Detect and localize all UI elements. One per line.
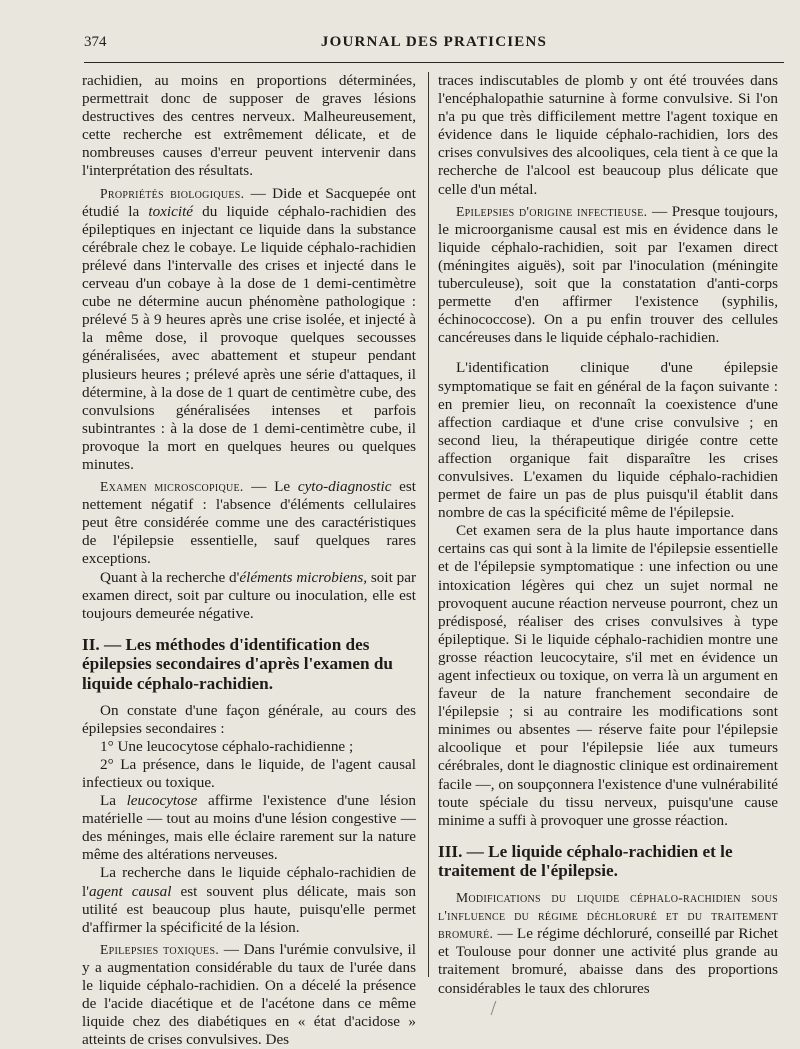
paragraph-toxic-epilepsies bbox=[82, 941, 416, 1049]
list-item: 1° Une leucocytose céphalo-rachidienne ; bbox=[100, 737, 354, 755]
section-heading-ii: II. — Les méthodes d'identification des épilepsies secondaires d'après l'examen du liquide céphalo-rachidien. bbox=[82, 634, 393, 693]
section-heading-iii: III. — Le liquide céphalo-rachidien et le traitement de l'épilepsie. bbox=[438, 841, 733, 881]
italic-term: éléments microbiens, bbox=[239, 568, 368, 586]
text-run: La recherche dans le liquide céphalo-rachidien de l' bbox=[82, 864, 416, 900]
text-run: La bbox=[100, 792, 127, 810]
right-column bbox=[438, 72, 778, 998]
italic-term: leucocytose bbox=[126, 792, 198, 810]
text-run: soit par examen direct, soit par culture ou inoculation, elle est toujours demeurée négative. bbox=[82, 568, 417, 622]
paragraph-microscopic-exam bbox=[82, 478, 416, 568]
section-lead: Modifications du liquide céphalo-rachidien sous l'influence du régime déchloruré et du traitement bromuré. bbox=[438, 890, 778, 942]
paragraph-biological-properties bbox=[82, 185, 416, 475]
list-item: 2° La présence, dans le liquide, de l'agent causal infectieux ou toxique. bbox=[82, 755, 416, 791]
text-run: — Dans l'urémie convulsive, il y a augmentation considérable du taux de l'urée dans le liquide céphalo-rachidien. On a décelé la présence de l'acide diacétique et de l'acétone dans ce même liquide chez des diabétiques en « état d'acidose » atteints de crises convulsives. Des bbox=[82, 940, 416, 1049]
text-run: — Presque toujours, le microorganisme causal est mis en évidence dans le liquide céphalo-rachidien, soit par l'examen direct (méningites aiguës), soit par l'inoculation (méningite tuberculeuse), soit que la constatation d'anti-corps permette d'en affirmer l'existence (syphilis, échinococcose). On a pu enfin trouver des cellules cancéreuses dans le liquide céphalo-rachidien. bbox=[438, 202, 778, 347]
italic-term: toxicité bbox=[148, 202, 194, 220]
paragraph: On constate d'une façon générale, au cours des épilepsies secondaires : bbox=[82, 701, 416, 737]
paragraph bbox=[82, 569, 416, 623]
text-run: Quant à la recherche d' bbox=[100, 568, 240, 586]
text-run: — Le bbox=[243, 478, 298, 496]
column-divider bbox=[428, 72, 429, 977]
header-rule bbox=[84, 62, 784, 63]
italic-term: cyto-diagnostic bbox=[297, 478, 392, 496]
text-run: est nettement négatif : l'absence d'éléments cellulaires peut être considérée comme une des caractéristiques de l'épilepsie essentielle, sauf quelques rares exceptions. bbox=[82, 478, 417, 568]
paragraph: traces indiscutables de plomb y ont été trouvées dans l'encéphalopathie saturnine à forme convulsive. Si l'on n'a pu que très difficilement mettre l'agent toxique en évidence dans le liquide céphalo-rachidien, lors des crises convulsives des alcooliques, cela tient à ce que la recherche de l'alcool est beaucoup plus délicate que celle d'un métal. bbox=[438, 72, 778, 198]
paragraph: Cet examen sera de la plus haute importance dans certains cas qui sont à la limite de l'épilepsie essentielle et de l'épilepsie symptomatique : une infection ou une intoxication légères qui chez un sujet normal ne provoquent aucune réaction nerveuse pourront, chez un prédisposé, réaliser des crises convulsives à type épileptique. Si le liquide céphalo-rachidien montre une grosse réaction leucocytaire, s'il met en évidence un agent infectieux ou toxique, on verra là un argument en faveur de la nature franchement secondaire de l'épilepsie ; si au contraire les modifications sont minimes ou absentes — réserve faite pour l'épilepsie alcoolique et pour l'épilepsie liée aux tumeurs cérébrales, dont le diagnostic clinique est ordinairement facile —, on soupçonnera l'existence d'une vulnérabilité toute spéciale du tissu nerveux, puisqu'une cause minime a suffi à provoquer une grosse réaction. bbox=[438, 522, 778, 829]
paragraph bbox=[82, 864, 416, 936]
section-lead: Epilepsies d'origine infectieuse. bbox=[456, 203, 648, 219]
text-run: est souvent plus délicate, mais son utilité est beaucoup plus haute, puisqu'elle permet d'affirmer la spécificité de la lésion. bbox=[82, 882, 416, 936]
paragraph: L'identification clinique d'une épilepsie symptomatique se fait en général de la façon suivante : en premier lieu, on reconnaît la coexistence d'une affection cardiaque et d'une crise convulsive ; en second lieu, la thérapeutique dirigée contre cette affection organique fait disparaître les crises convulsives. L'examen du liquide céphalo-rachidien permet de faire un pas de plus puisqu'il établit dans nombre de cas la spécificité même de l'épilepsie. bbox=[438, 359, 778, 522]
italic-term: agent causal bbox=[88, 882, 172, 900]
page-number: 374 bbox=[84, 34, 107, 50]
section-lead: Examen microscopique. bbox=[100, 479, 244, 495]
running-header bbox=[84, 34, 784, 56]
text-run: — Dide et Sacquepée ont étudié la bbox=[82, 184, 416, 220]
text-run: du liquide céphalo-rachidien des épileptiques en injectant ce liquide dans la substance cérébrale chez le cobaye. Le liquide céphalo-rachidien prélevé dans l'intervalle des crises et injecté dans le cerveau d'un cobaye à la dose de 1 demi-centimètre cube ne détermine aucun phénomène pathologique : prélevé 5 à 9 heures après une crise isolée, et injecté à la même dose, il provoque quelques secousses généralisées, avec abattement et stupeur pendant plusieurs heures ; prélevé après une série d'attaques, il détermine, à la dose de 1 quart de centimètre cube, des convulsions généralisées intenses et parfois subintrantes : à la dose de 1 demi-centimètre cube, il provoque la mort en quelques heures ou quelques minutes. bbox=[82, 202, 416, 473]
pencil-mark-icon bbox=[489, 1000, 499, 1016]
journal-title: JOURNAL DES PRATICIENS bbox=[320, 34, 548, 50]
paragraph-infectious-epilepsies bbox=[438, 203, 778, 348]
paragraph-csf-modifications bbox=[438, 889, 778, 998]
text-run: affirme l'existence d'une lésion matérielle — tout au moins d'une lésion congestive — des méninges, mais elle éclaire rarement sur la nature même des altérations nerveuses. bbox=[82, 792, 416, 864]
section-lead: Propriétés biologiques. bbox=[100, 185, 245, 201]
text-run: — Le régime déchloruré, conseillé par Richet et Toulouse pour donner une activité plus grande au traitement bromuré, abaisse dans des proportions considérables le taux des chlorures bbox=[438, 925, 778, 997]
section-lead: Epilepsies toxiques. bbox=[100, 941, 220, 957]
left-column bbox=[82, 72, 416, 1049]
paragraph bbox=[82, 792, 416, 864]
paragraph: rachidien, au moins en proportions déterminées, permettrait donc de supposer de graves lésions destructives des centres nerveux. Malheureusement, cette recherche est extrêmement délicate, et de nombreuses causes d'erreur peuvent intervenir dans l'interprétation des résultats. bbox=[82, 72, 416, 180]
